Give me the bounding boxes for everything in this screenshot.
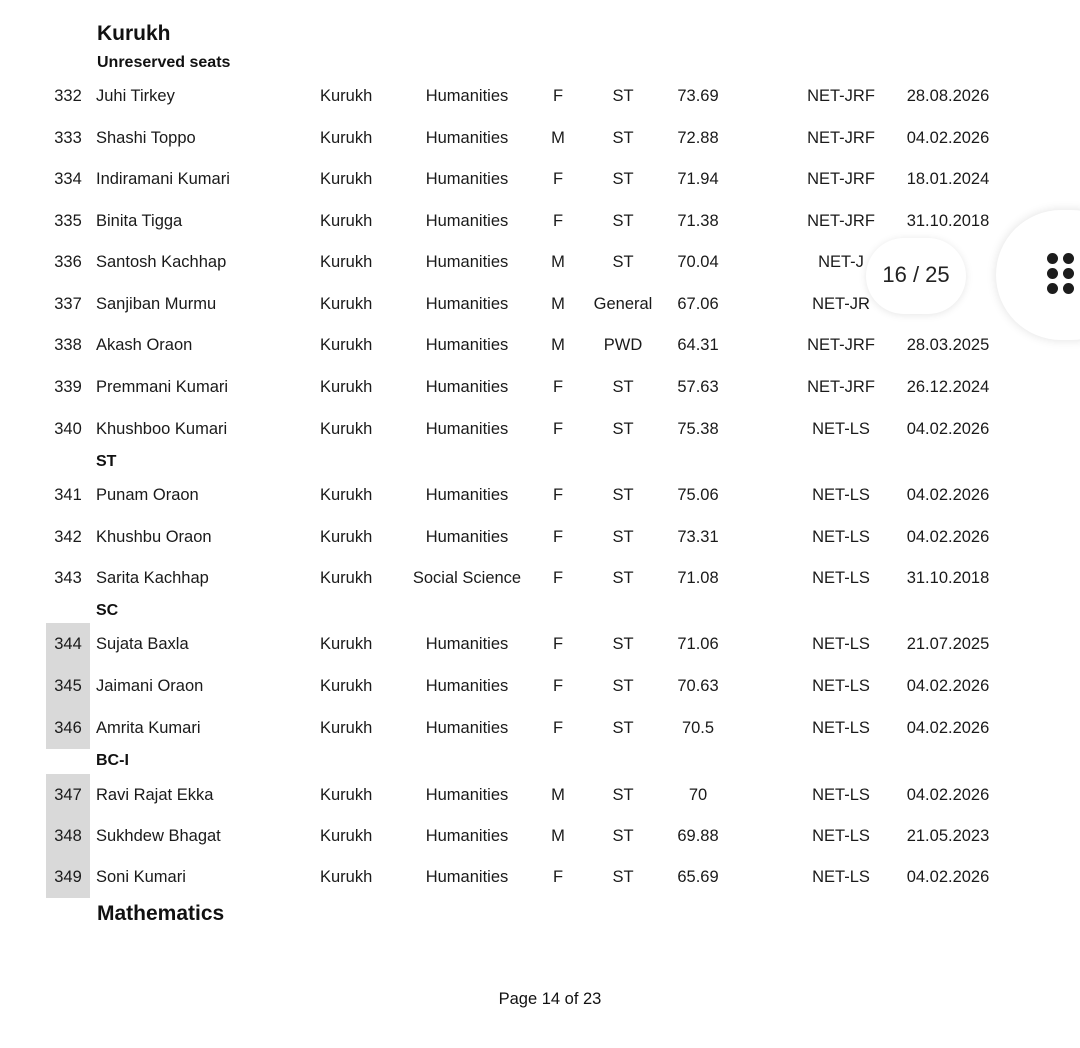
score: 73.69 [677,87,719,105]
table-row [0,474,1080,516]
category: ST [612,170,634,188]
faculty: Humanities [425,253,509,271]
serial-number: 343 [54,569,82,587]
date: 26.12.2024 [906,378,990,396]
category: General [593,295,653,313]
table-row [0,856,1080,898]
page-indicator: 16 / 25 [866,238,966,314]
candidate-name: Sarita Kachhap [96,569,209,587]
candidate-name: Akash Oraon [96,336,193,354]
serial-number: 345 [46,665,90,707]
table-row [0,408,1080,450]
serial-number: 334 [54,170,82,188]
category: ST [612,868,634,886]
candidate-name: Shashi Toppo [96,129,196,147]
candidate-name: Santosh Kachhap [96,253,227,271]
category: ST [612,719,634,737]
serial-number: 342 [54,528,82,546]
faculty: Humanities [425,677,509,695]
gender: F [552,677,564,695]
table-row [0,158,1080,200]
table-row [0,75,1080,117]
date: 31.10.2018 [906,569,990,587]
table-row [0,707,1080,749]
qualification: NET-JRF [807,87,875,105]
section-subtitle: Unreserved seats [97,54,231,71]
subject: Kurukh [320,378,373,396]
gender: F [552,212,564,230]
category-label-bc1: BC-I [96,752,129,769]
gender: F [552,528,564,546]
date: 04.02.2026 [906,786,990,804]
subject: Kurukh [320,336,373,354]
serial-number: 344 [46,623,90,665]
candidate-name: Sanjiban Murmu [96,295,217,313]
candidate-name: Khushboo Kumari [96,420,228,438]
candidate-name: Premmani Kumari [96,378,229,396]
faculty: Social Science [412,569,522,587]
faculty: Humanities [425,528,509,546]
faculty: Humanities [425,719,509,737]
score: 70 [688,786,708,804]
score: 69.88 [677,827,719,845]
table-row [0,665,1080,707]
score: 71.06 [677,635,719,653]
date: 28.03.2025 [906,336,990,354]
qualification: NET-JRF [807,378,875,396]
category: ST [612,129,634,147]
category: ST [612,87,634,105]
gender: M [551,129,565,147]
qualification: NET-JRF [807,129,875,147]
faculty: Humanities [425,420,509,438]
category: ST [612,378,634,396]
subject: Kurukh [320,295,373,313]
date: 04.02.2026 [906,420,990,438]
score: 67.06 [677,295,719,313]
gender: F [552,719,564,737]
subject: Kurukh [320,253,373,271]
page-footer: Page 14 of 23 [498,990,602,1008]
qualification: NET-LS [812,827,870,845]
gender: F [552,378,564,396]
gender: M [551,253,565,271]
date: 04.02.2026 [906,868,990,886]
table-row [0,366,1080,408]
qualification: NET-LS [812,635,870,653]
date: 04.02.2026 [906,486,990,504]
serial-number: 339 [54,378,82,396]
table-row [0,623,1080,665]
gender: M [551,336,565,354]
score: 71.08 [677,569,719,587]
qualification: NET-LS [812,719,870,737]
category-label-sc: SC [96,602,119,619]
faculty: Humanities [425,170,509,188]
serial-number: 341 [54,486,82,504]
score: 75.06 [677,486,719,504]
score: 75.38 [677,420,719,438]
date: 21.05.2023 [906,827,990,845]
category: ST [612,528,634,546]
table-row [0,324,1080,366]
candidate-name: Sujata Baxla [96,635,189,653]
gender: F [552,486,564,504]
category: ST [612,786,634,804]
gender: F [552,420,564,438]
table-row [0,117,1080,159]
category: ST [612,677,634,695]
category: ST [612,420,634,438]
category-label-st: ST [96,453,117,470]
candidate-name: Juhi Tirkey [96,87,175,105]
gender: F [552,170,564,188]
serial-number: 349 [46,856,90,898]
subject: Kurukh [320,786,373,804]
qualification: NET-JRF [807,212,875,230]
date: 28.08.2026 [906,87,990,105]
candidate-name: Khushbu Oraon [96,528,212,546]
gender: F [552,635,564,653]
category: ST [612,827,634,845]
serial-number: 336 [54,253,82,271]
serial-number: 332 [54,87,82,105]
subject: Kurukh [320,486,373,504]
serial-number: 340 [54,420,82,438]
date: 18.01.2024 [906,170,990,188]
score: 57.63 [677,378,719,396]
candidate-name: Binita Tigga [96,212,183,230]
subject: Kurukh [320,528,373,546]
candidate-name: Ravi Rajat Ekka [96,786,214,804]
table-row [0,516,1080,558]
subject: Kurukh [320,129,373,147]
score: 71.38 [677,212,719,230]
date: 21.07.2025 [906,635,990,653]
gender: F [552,868,564,886]
faculty: Humanities [425,212,509,230]
candidate-name: Punam Oraon [96,486,199,504]
faculty: Humanities [425,295,509,313]
gender: F [552,569,564,587]
subject: Kurukh [320,420,373,438]
faculty: Humanities [425,378,509,396]
subject: Kurukh [320,569,373,587]
serial-number: 337 [54,295,82,313]
serial-number: 333 [54,129,82,147]
qualification: NET-LS [812,677,870,695]
score: 70.63 [677,677,719,695]
subject: Kurukh [320,827,373,845]
category: ST [612,569,634,587]
candidate-name: Soni Kumari [96,868,186,886]
qualification: NET-J [818,253,864,271]
section-title: Kurukh [97,22,171,45]
qualification: NET-LS [812,528,870,546]
qualification: NET-LS [812,868,870,886]
subject: Kurukh [320,87,373,105]
score: 71.94 [677,170,719,188]
faculty: Humanities [425,786,509,804]
faculty: Humanities [425,868,509,886]
qualification: NET-LS [812,486,870,504]
score: 65.69 [677,868,719,886]
faculty: Humanities [425,635,509,653]
faculty: Humanities [425,87,509,105]
table-row [0,200,1080,242]
faculty: Humanities [425,827,509,845]
candidate-name: Indiramani Kumari [96,170,230,188]
category: ST [612,253,634,271]
score: 73.31 [677,528,719,546]
score: 72.88 [677,129,719,147]
faculty: Humanities [425,486,509,504]
subject: Kurukh [320,868,373,886]
score: 70.5 [681,719,715,737]
gender: F [552,87,564,105]
candidate-name: Jaimani Oraon [96,677,204,695]
serial-number: 346 [46,707,90,749]
date: 31.10.2018 [906,212,990,230]
table-row [0,815,1080,857]
qualification: NET-JRF [807,170,875,188]
subject: Kurukh [320,212,373,230]
category: ST [612,212,634,230]
qualification: NET-LS [812,569,870,587]
subject: Kurukh [320,170,373,188]
table-row [0,774,1080,816]
gender: M [551,295,565,313]
subject: Kurukh [320,719,373,737]
serial-number: 347 [46,774,90,816]
category: ST [612,486,634,504]
faculty: Humanities [425,129,509,147]
category: ST [612,635,634,653]
subject: Kurukh [320,677,373,695]
score: 70.04 [677,253,719,271]
candidate-name: Amrita Kumari [96,719,201,737]
qualification: NET-LS [812,420,870,438]
gender: M [551,786,565,804]
candidate-name: Sukhdew Bhagat [96,827,221,845]
table-row [0,557,1080,599]
date: 04.02.2026 [906,528,990,546]
serial-number: 335 [54,212,82,230]
subject: Kurukh [320,635,373,653]
more-dots-icon[interactable] [1047,253,1075,295]
serial-number: 338 [54,336,82,354]
date: 04.02.2026 [906,719,990,737]
date: 04.02.2026 [906,677,990,695]
qualification: NET-JR [812,295,870,313]
serial-number: 348 [46,815,90,857]
gender: M [551,827,565,845]
category: PWD [603,336,643,354]
date: 04.02.2026 [906,129,990,147]
score: 64.31 [677,336,719,354]
faculty: Humanities [425,336,509,354]
qualification: NET-LS [812,786,870,804]
qualification: NET-JRF [807,336,875,354]
next-section-title: Mathematics [97,902,225,925]
